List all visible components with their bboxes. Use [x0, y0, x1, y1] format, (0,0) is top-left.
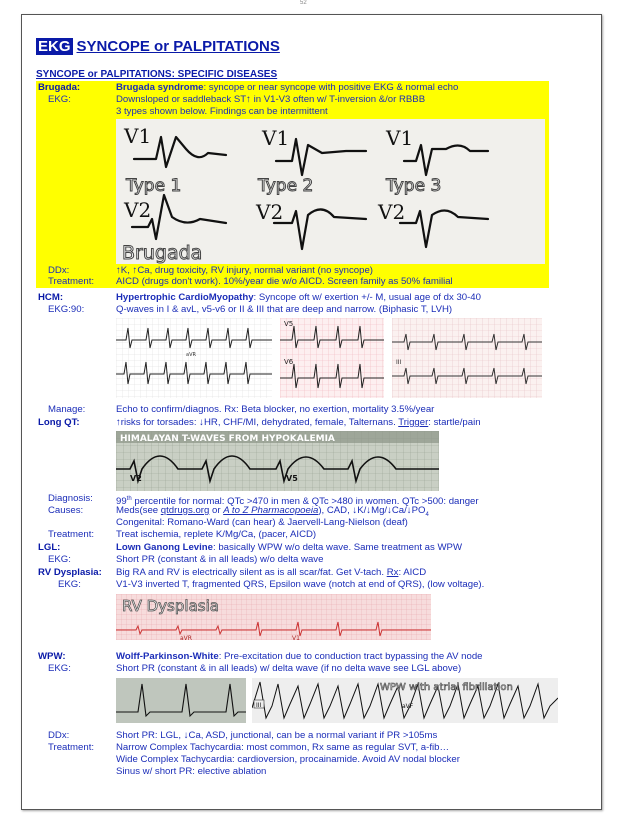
section-subtitle: SYNCOPE or PALPITATIONS: SPECIFIC DISEASES — [36, 69, 278, 80]
brugada-lead-v2-a: V2 — [124, 198, 152, 222]
longqt-ecg-image — [116, 431, 439, 491]
longqt-treatment-label: Treatment: — [48, 529, 95, 540]
rvd-rx-label: Rx — [386, 567, 399, 578]
lgl-label: LGL: — [38, 542, 61, 553]
hcm-line1-rest: : Syncope oft w/ exertion +/- M, usual age of dx 30-40 — [253, 292, 481, 303]
hcm-ecg-image-2 — [280, 318, 384, 398]
longqt-causes-sub: 4 — [425, 511, 429, 518]
rvd-img-caption: RV Dysplasia — [122, 597, 219, 615]
brugada-lead-v2-c: V2 — [378, 200, 406, 224]
wpw-line1-rest: : Pre-excitation due to conduction tract bypassing the AV node — [218, 651, 483, 662]
wpw-img-caption: WPW with atrial fibrillation — [380, 682, 513, 693]
longqt-causes-c: ), CAD, ↓K/↓Mg/↓Ca/↓PO — [318, 505, 426, 516]
wpw-ecg-image-1 — [116, 678, 246, 723]
brugada-ecg-drawing — [116, 119, 545, 264]
longqt-lead-v2: V2 — [130, 474, 142, 483]
longqt-causes-b: or — [209, 505, 224, 516]
hcm-manage-label: Manage: — [48, 404, 86, 415]
hcm-ecg-image-1 — [116, 318, 272, 398]
brugada-caption: Brugada — [122, 242, 203, 264]
hcm-lead-iii: III — [396, 359, 402, 366]
brugada-ddx: ↑K, ↑Ca, drug toxicity, RV injury, normal variant (no syncope) — [116, 265, 373, 276]
brugada-treatment-label: Treatment: — [48, 276, 95, 287]
rvd-ekg-label: EKG: — [58, 579, 81, 590]
hcm-ekg: Q-waves in I & avL, v5-v6 or II & III that are deep and narrow. (Biphasic T, LVH) — [116, 304, 453, 315]
wpw-line1 — [116, 651, 483, 663]
brugada-ekg-text2: 3 types shown below. Findings can be intermittent — [116, 106, 328, 117]
brugada-type2: Type 2 — [258, 176, 314, 196]
brugada-label: Brugada: — [38, 82, 81, 93]
wpw-label: WPW: — [38, 651, 66, 662]
wpw-treatment-label: Treatment: — [48, 742, 95, 753]
wpw-lead-iii: III — [256, 702, 262, 709]
wpw-treatment-1: Narrow Complex Tachycardia: most common, Rx same as regular SVT, a-fib… — [116, 742, 450, 753]
hcm-lead-v6: V6 — [284, 358, 294, 366]
longqt-img-caption: HIMALAYAN T-WAVES FROM HYPOKALEMIA — [120, 434, 335, 444]
rvd-ecg-image — [116, 594, 431, 640]
hcm-line1-bold: Hypertrophic CardioMyopathy — [116, 292, 254, 303]
lgl-line1-rest: : basically WPW w/o delta wave. Same treatment as WPW — [213, 542, 462, 553]
page-title — [36, 38, 280, 55]
lgl-ekg: Short PR (constant & in all leads) w/o delta wave — [116, 554, 324, 565]
rvd-label: RV Dysplasia: — [38, 567, 102, 578]
longqt-congenital: Congenital: Romano-Ward (can hear) & Jaervell-Lang-Nielson (deaf) — [116, 517, 408, 528]
title-tag: EKG — [38, 38, 71, 55]
brugada-ekg-text: Downsloped or saddleback ST↑ in V1-V3 often w/ T-inversion &/or RBBB — [116, 94, 426, 105]
brugada-type3: Type 3 — [386, 176, 442, 196]
lgl-line1-bold: Lown Ganong Levine — [116, 542, 214, 553]
pharmacopoeia-link[interactable]: A to Z Pharmacopoeia — [223, 505, 319, 516]
brugada-line1-bold: Brugada syndrome — [116, 82, 204, 93]
hcm-line1 — [116, 292, 481, 304]
brugada-lead-v2-b: V2 — [256, 200, 284, 224]
hcm-lead-avr: aVR — [186, 352, 196, 358]
title-text: SYNCOPE or PALPITATIONS — [76, 38, 280, 55]
wpw-ecg-image-2 — [252, 678, 558, 723]
rvd-ekg: V1-V3 inverted T, fragmented QRS, Epsilon wave (notch at end of QRS), (low voltage). — [116, 579, 485, 590]
wpw-treatment-2: Wide Complex Tachycardia: cardioversion, procainamide. Avoid AV nodal blocker — [116, 754, 460, 765]
hcm-ekg-label: EKG:90: — [48, 304, 85, 315]
hcm-ecg-image-3 — [392, 318, 542, 398]
wpw-ddx-label: DDx: — [48, 730, 70, 741]
longqt-label: Long QT: — [38, 417, 80, 428]
hcm-label: HCM: — [38, 292, 64, 303]
wpw-treatment-3: Sinus w/ short PR: elective ablation — [116, 766, 267, 777]
brugada-lead-v1-c: V1 — [386, 126, 414, 150]
longqt-causes-a: Meds(see — [116, 505, 161, 516]
brugada-ddx-label: DDx: — [48, 265, 70, 276]
rvd-lead-v1: V1 — [292, 635, 300, 640]
brugada-lead-v1-a: V1 — [124, 124, 152, 148]
wpw-ekg: Short PR (constant & in all leads) w/ delta wave (if no delta wave see LGL above) — [116, 663, 462, 674]
longqt-trigger: : startle/pain — [428, 417, 481, 428]
wpw-ekg-label: EKG: — [48, 663, 71, 674]
longqt-diag-99: 99 — [116, 496, 127, 508]
hcm-lead-v5: V5 — [284, 320, 294, 328]
wpw-lead-avf: aVF — [402, 703, 414, 710]
brugada-ecg-image — [116, 119, 545, 264]
longqt-lead-v5: V5 — [286, 474, 298, 483]
longqt-treatment: Treat ischemia, replete K/Mg/Ca, (pacer, AICD) — [116, 529, 317, 540]
qtdrugs-link[interactable]: qtdrugs.org — [160, 505, 210, 516]
lgl-line1 — [116, 542, 462, 554]
hcm-manage: Echo to confirm/diagnos. Rx: Beta blocker, no exertion, mortality 3.5%/year — [116, 404, 435, 415]
brugada-lead-v1-b: V1 — [262, 126, 290, 150]
lgl-ekg-label: EKG: — [48, 554, 71, 565]
longqt-causes-label: Causes: — [48, 505, 84, 516]
rvd-lead-avr: aVR — [180, 635, 192, 640]
rvd-line1-a: Big RA and RV is electrically silent as is all scar/fat. Get V-tach. — [116, 567, 387, 578]
longqt-diag-text: percentile for normal: QTc >470 in men & QTc >480 in women. QTc >500: danger — [131, 496, 479, 508]
rvd-line1 — [116, 567, 426, 579]
brugada-line1 — [116, 82, 458, 94]
brugada-line1-rest: : syncope or near syncope with positive EKG & normal echo — [203, 82, 459, 93]
brugada-type1: Type 1 — [126, 176, 182, 196]
rvd-line1-b: : AICD — [398, 567, 427, 578]
wpw-ddx: Short PR: LGL, ↓Ca, ASD, junctional, can be a normal variant if PR >105ms — [116, 730, 438, 741]
page-number: 52 — [300, 0, 307, 6]
longqt-diagnosis-label: Diagnosis: — [48, 493, 93, 504]
brugada-treatment: AICD (drugs don't work). 10%/year die w/o AICD. Screen family as 50% familial — [116, 276, 453, 287]
longqt-risks-text: ↑risks for torsades: ↓HR, CHF/MI, dehydrated, female, Talternans. — [116, 417, 399, 428]
longqt-trigger-label: Trigger — [398, 417, 429, 428]
brugada-ekg-label: EKG: — [48, 94, 71, 105]
wpw-line1-bold: Wolff-Parkinson-White — [116, 651, 219, 662]
longqt-diag-sup: th — [126, 496, 132, 502]
longqt-risks — [116, 417, 481, 429]
